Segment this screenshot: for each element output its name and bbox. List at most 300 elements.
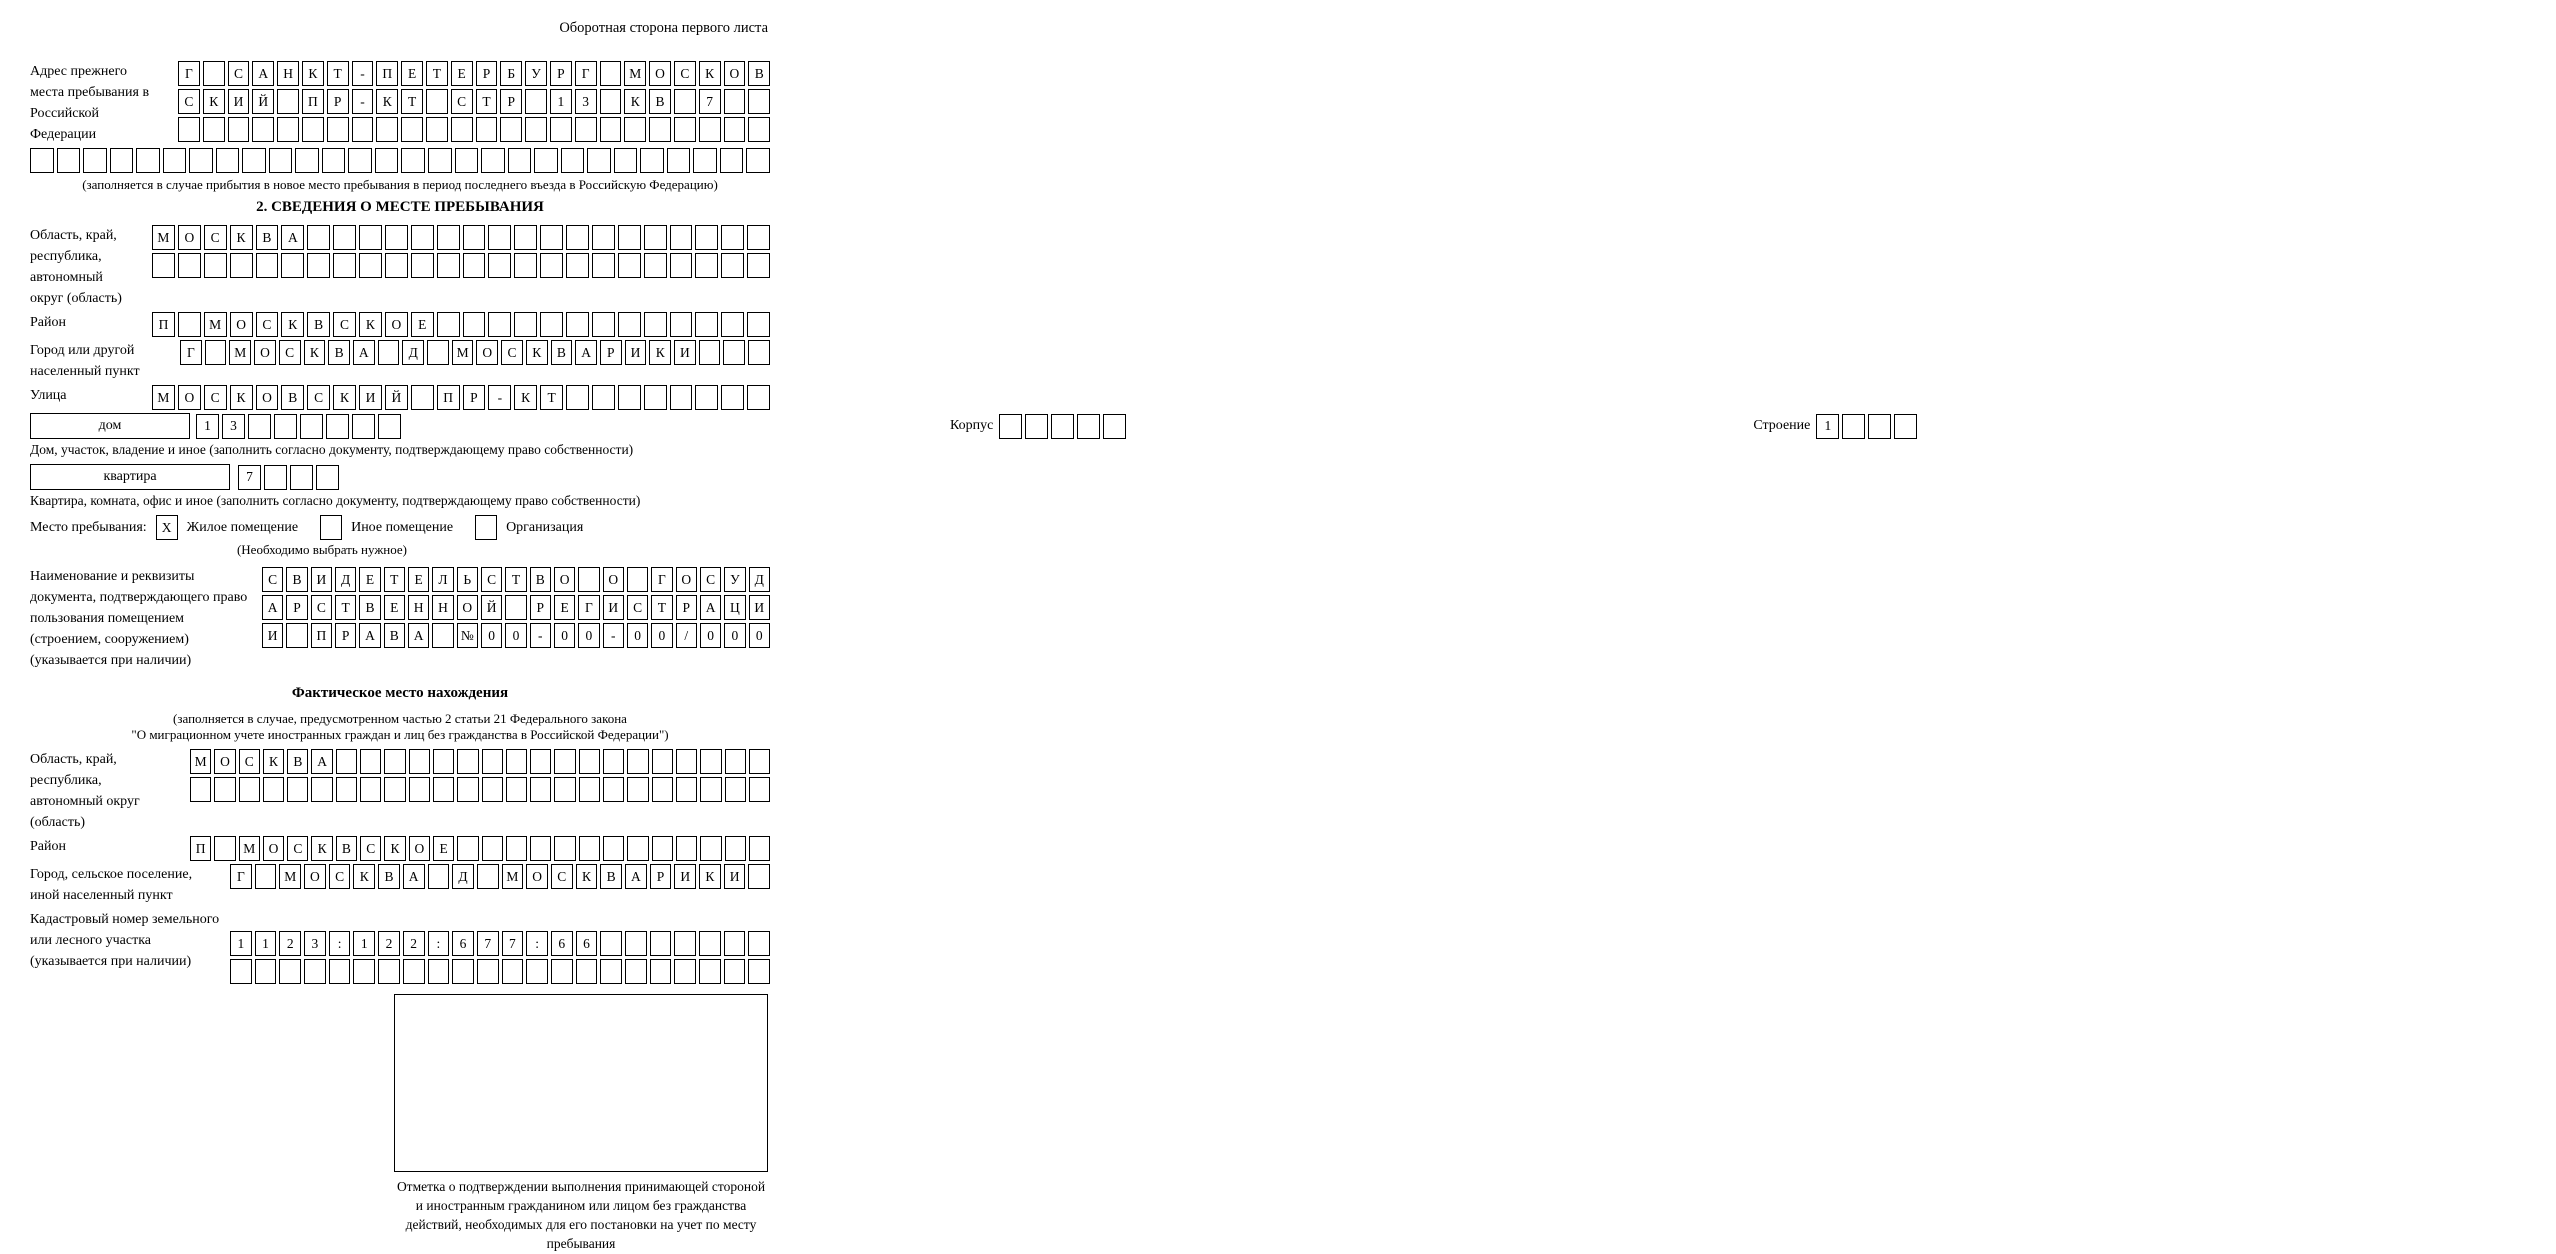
char-cell	[248, 414, 271, 439]
char-cell	[457, 749, 478, 774]
page-side-note: Оборотная сторона первого листа	[559, 20, 768, 36]
char-cell: Р	[463, 385, 486, 410]
char-cell: С	[674, 61, 696, 86]
char-cell: Н	[408, 595, 429, 620]
char-cell	[500, 117, 522, 142]
char-cell	[724, 89, 746, 114]
char-cell	[600, 89, 622, 114]
char-cell	[409, 777, 430, 802]
char-cell	[437, 253, 460, 278]
char-cell	[352, 117, 374, 142]
char-cell	[644, 225, 667, 250]
char-cell	[451, 117, 473, 142]
char-cell: Р	[327, 89, 349, 114]
char-cell	[263, 777, 284, 802]
char-cell	[575, 117, 597, 142]
char-cell	[566, 385, 589, 410]
street-label: Улица	[30, 388, 67, 403]
char-cell: 1	[550, 89, 572, 114]
char-cell: /	[676, 623, 697, 648]
char-cell: У	[724, 567, 745, 592]
char-cell	[699, 931, 721, 956]
char-cell	[203, 117, 225, 142]
char-row	[190, 749, 770, 774]
char-cell	[674, 931, 696, 956]
char-cell	[670, 312, 693, 337]
char-cell: Р	[550, 61, 572, 86]
char-cell: 0	[578, 623, 599, 648]
char-cell	[725, 836, 746, 861]
char-cell: Е	[408, 567, 429, 592]
char-cell: М	[190, 749, 211, 774]
char-cell: 3	[575, 89, 597, 114]
char-cell	[506, 836, 527, 861]
char-cell: Г	[651, 567, 672, 592]
char-row	[152, 253, 770, 278]
field-district	[30, 312, 770, 337]
char-cell	[488, 253, 511, 278]
char-cell: 7	[238, 465, 261, 490]
char-cell	[428, 864, 450, 889]
char-cell: :	[428, 931, 450, 956]
char-row	[180, 340, 770, 365]
char-cell	[1894, 414, 1917, 439]
field-street	[30, 385, 770, 410]
char-cell: К	[281, 312, 304, 337]
char-cell	[695, 225, 718, 250]
char-cell	[428, 148, 452, 173]
char-cell	[401, 148, 425, 173]
char-cell	[290, 465, 313, 490]
char-cell	[488, 225, 511, 250]
house-number-cells	[196, 414, 936, 439]
char-cell	[618, 312, 641, 337]
cadastral-number-label: Кадастровый номер земельного или лесного участка (указывается при наличии)	[30, 912, 220, 969]
char-cell	[477, 864, 499, 889]
char-cell: И	[359, 385, 382, 410]
char-cell	[530, 777, 551, 802]
char-cell	[359, 253, 382, 278]
char-cell: С	[333, 312, 356, 337]
checkbox-other-premises-label: Иное помещение	[351, 519, 454, 535]
char-cell	[618, 385, 641, 410]
char-cell: С	[501, 340, 523, 365]
char-cell: 0	[627, 623, 648, 648]
char-cell: К	[230, 225, 253, 250]
char-cell	[1025, 414, 1048, 439]
char-cell: :	[526, 931, 548, 956]
char-cell	[463, 253, 486, 278]
char-cell: 6	[551, 931, 573, 956]
char-cell: К	[624, 89, 646, 114]
char-cell: Ц	[724, 595, 745, 620]
char-cell	[230, 959, 252, 984]
char-cell: А	[408, 623, 429, 648]
char-cell	[603, 777, 624, 802]
char-row	[262, 595, 770, 620]
char-cell	[514, 253, 537, 278]
char-cell: А	[575, 340, 597, 365]
char-cell: С	[451, 89, 473, 114]
actual-location-title: Фактическое место нахождения	[291, 685, 509, 701]
char-cell: Г	[575, 61, 597, 86]
char-cell	[644, 312, 667, 337]
char-cell: -	[603, 623, 624, 648]
char-cell	[110, 148, 134, 173]
char-cell: 0	[651, 623, 672, 648]
char-cell	[506, 777, 527, 802]
char-cell	[190, 777, 211, 802]
char-cell: И	[311, 567, 332, 592]
char-cell: 0	[700, 623, 721, 648]
char-cell	[269, 148, 293, 173]
char-cell	[576, 959, 598, 984]
char-cell: О	[526, 864, 548, 889]
char-cell: Р	[530, 595, 551, 620]
char-row	[230, 864, 770, 889]
char-cell: О	[603, 567, 624, 592]
char-cell	[644, 385, 667, 410]
char-cell: А	[359, 623, 380, 648]
char-cell: О	[230, 312, 253, 337]
char-cell: 6	[452, 931, 474, 956]
char-cell: К	[333, 385, 356, 410]
char-cell	[477, 959, 499, 984]
char-cell: В	[384, 623, 405, 648]
char-cell	[695, 312, 718, 337]
char-cell: Д	[452, 864, 474, 889]
section2-title: 2. СВЕДЕНИЯ О МЕСТЕ ПРЕБЫВАНИЯ	[256, 199, 544, 215]
char-cell: -	[352, 89, 374, 114]
char-cell	[409, 749, 430, 774]
char-cell	[674, 117, 696, 142]
char-cell	[551, 959, 573, 984]
char-cell	[747, 253, 770, 278]
char-cell	[554, 836, 575, 861]
char-cell: А	[625, 864, 647, 889]
char-cell: А	[353, 340, 375, 365]
char-cell: В	[256, 225, 279, 250]
char-cell: С	[262, 567, 283, 592]
char-cell: Е	[451, 61, 473, 86]
char-cell	[652, 836, 673, 861]
char-cell	[676, 749, 697, 774]
char-cell: И	[724, 864, 746, 889]
char-cell: К	[230, 385, 253, 410]
char-cell: 0	[749, 623, 770, 648]
char-cell	[508, 148, 532, 173]
char-cell	[304, 959, 326, 984]
char-row	[230, 931, 770, 956]
char-cell: -	[488, 385, 511, 410]
char-cell	[1077, 414, 1100, 439]
char-cell	[300, 414, 323, 439]
actual-district-label: Район	[30, 839, 66, 854]
char-cell	[667, 148, 691, 173]
char-cell	[592, 253, 615, 278]
char-cell: О	[385, 312, 408, 337]
char-cell	[452, 959, 474, 984]
char-cell: Е	[411, 312, 434, 337]
char-cell: Т	[335, 595, 356, 620]
char-cell: 1	[196, 414, 219, 439]
char-cell	[152, 253, 175, 278]
char-cell	[540, 312, 563, 337]
char-cell: К	[384, 836, 405, 861]
char-cell	[670, 253, 693, 278]
char-cell: О	[476, 340, 498, 365]
char-cell	[561, 148, 585, 173]
char-cell	[693, 148, 717, 173]
char-cell	[749, 777, 770, 802]
char-cell	[214, 836, 235, 861]
previous-address-label: Адрес прежнего места пребывания в Российской Федерации	[30, 64, 150, 142]
char-cell	[403, 959, 425, 984]
char-cell: В	[530, 567, 551, 592]
stay-place-label: Место пребывания:	[30, 519, 147, 535]
char-cell	[252, 117, 274, 142]
char-cell: В	[600, 864, 622, 889]
char-cell: Т	[651, 595, 672, 620]
char-cell: В	[286, 567, 307, 592]
char-cell: №	[457, 623, 478, 648]
char-cell	[327, 117, 349, 142]
district-label: Район	[30, 315, 66, 330]
char-cell	[747, 312, 770, 337]
char-cell: Т	[401, 89, 423, 114]
char-cell	[378, 340, 400, 365]
char-cell	[178, 253, 201, 278]
char-cell	[505, 595, 526, 620]
char-cell	[457, 777, 478, 802]
char-cell	[385, 225, 408, 250]
char-cell: К	[514, 385, 537, 410]
char-cell	[376, 117, 398, 142]
house-row	[30, 413, 1832, 439]
char-cell	[353, 959, 375, 984]
char-cell	[360, 777, 381, 802]
char-cell	[592, 312, 615, 337]
char-cell	[721, 225, 744, 250]
char-cell: 0	[481, 623, 502, 648]
char-cell: Е	[401, 61, 423, 86]
char-cell: Ь	[457, 567, 478, 592]
char-cell	[746, 148, 770, 173]
previous-address-rows	[178, 61, 770, 142]
char-cell	[277, 117, 299, 142]
char-cell	[600, 117, 622, 142]
char-cell	[336, 777, 357, 802]
char-cell	[603, 836, 624, 861]
char-cell: 1	[255, 931, 277, 956]
char-cell: Н	[432, 595, 453, 620]
char-cell	[566, 225, 589, 250]
char-cell	[242, 148, 266, 173]
char-cell: И	[228, 89, 250, 114]
region-rows	[152, 225, 770, 278]
char-cell: С	[279, 340, 301, 365]
char-cell: Й	[252, 89, 274, 114]
stroenie-cells	[1816, 414, 2556, 439]
char-cell: К	[353, 864, 375, 889]
char-cell: О	[256, 385, 279, 410]
char-cell: А	[403, 864, 425, 889]
house-box-label: дом	[30, 413, 190, 439]
char-cell: О	[304, 864, 326, 889]
char-cell	[205, 340, 227, 365]
char-cell: Д	[749, 567, 770, 592]
korpus-cells	[999, 414, 1739, 439]
char-cell	[482, 749, 503, 774]
char-cell: Е	[359, 567, 380, 592]
char-cell	[748, 864, 770, 889]
char-cell	[724, 959, 746, 984]
char-cell	[627, 749, 648, 774]
char-cell: 3	[222, 414, 245, 439]
char-cell: Г	[578, 595, 599, 620]
char-cell	[457, 836, 478, 861]
char-cell: Т	[327, 61, 349, 86]
char-cell	[676, 836, 697, 861]
char-cell: И	[625, 340, 647, 365]
char-cell: М	[204, 312, 227, 337]
char-cell: А	[311, 749, 332, 774]
char-cell	[749, 836, 770, 861]
char-cell: В	[287, 749, 308, 774]
char-cell	[255, 864, 277, 889]
char-cell	[255, 959, 277, 984]
char-cell: В	[551, 340, 573, 365]
char-row	[178, 89, 770, 114]
char-cell	[652, 777, 673, 802]
stay-place-note: (Необходимо выбрать нужное)	[236, 542, 408, 557]
char-cell	[550, 117, 572, 142]
char-cell	[427, 340, 449, 365]
char-cell	[652, 749, 673, 774]
char-cell	[720, 148, 744, 173]
char-row-full-width	[30, 148, 770, 173]
char-cell	[625, 931, 647, 956]
char-cell: С	[360, 836, 381, 861]
field-cadastral-number	[30, 909, 770, 984]
char-cell	[627, 836, 648, 861]
region-label: Область, край, республика, автономный округ (область)	[30, 228, 122, 306]
char-cell	[674, 959, 696, 984]
char-cell	[700, 777, 721, 802]
char-cell	[375, 148, 399, 173]
char-cell: И	[674, 864, 696, 889]
field-ownership-document	[30, 566, 770, 671]
char-cell	[650, 959, 672, 984]
char-cell	[587, 148, 611, 173]
char-cell	[1103, 414, 1126, 439]
char-cell	[699, 117, 721, 142]
char-cell	[411, 385, 434, 410]
char-cell: М	[502, 864, 524, 889]
char-cell: В	[281, 385, 304, 410]
char-cell: М	[239, 836, 260, 861]
char-cell	[749, 749, 770, 774]
char-cell	[566, 253, 589, 278]
stay-place-row	[30, 515, 770, 540]
char-cell	[625, 959, 647, 984]
char-cell	[644, 253, 667, 278]
char-cell	[488, 312, 511, 337]
char-cell	[230, 253, 253, 278]
char-cell: Р	[600, 340, 622, 365]
char-cell: Т	[426, 61, 448, 86]
char-cell	[724, 931, 746, 956]
char-cell: Б	[500, 61, 522, 86]
checkbox-other-premises	[320, 515, 342, 540]
char-cell: К	[649, 340, 671, 365]
char-cell	[700, 836, 721, 861]
char-cell: К	[699, 864, 721, 889]
char-cell: С	[228, 61, 250, 86]
checkbox-organization-label: Организация	[506, 519, 584, 535]
char-cell	[700, 749, 721, 774]
apartment-caption: Квартира, комната, офис и иное (заполнить согласно документу, подтверждающему право собственности)	[30, 493, 641, 508]
char-cell: С	[311, 595, 332, 620]
char-cell	[178, 117, 200, 142]
checkbox-organization	[475, 515, 497, 540]
char-cell	[476, 117, 498, 142]
actual-city-label: Город, сельское поселение, иной населенный пункт	[30, 867, 193, 903]
char-cell	[326, 414, 349, 439]
char-cell	[618, 253, 641, 278]
char-cell: Й	[481, 595, 502, 620]
char-cell	[502, 959, 524, 984]
char-cell	[481, 148, 505, 173]
stamp-area	[394, 994, 770, 1254]
char-cell	[506, 749, 527, 774]
char-cell	[329, 959, 351, 984]
char-cell	[455, 148, 479, 173]
char-row	[152, 225, 770, 250]
char-cell	[432, 623, 453, 648]
char-cell	[178, 312, 201, 337]
char-cell: С	[239, 749, 260, 774]
char-cell: П	[190, 836, 211, 861]
char-cell	[624, 117, 646, 142]
char-cell	[618, 225, 641, 250]
char-cell	[676, 777, 697, 802]
char-cell: П	[437, 385, 460, 410]
char-cell	[748, 340, 770, 365]
char-cell	[699, 340, 721, 365]
char-cell: М	[152, 385, 175, 410]
char-row	[190, 777, 770, 802]
char-cell	[592, 385, 615, 410]
char-cell: К	[263, 749, 284, 774]
char-cell: Е	[433, 836, 454, 861]
char-cell: Т	[384, 567, 405, 592]
char-cell	[437, 225, 460, 250]
char-cell: О	[649, 61, 671, 86]
char-cell	[264, 465, 287, 490]
char-cell	[725, 777, 746, 802]
char-cell	[627, 567, 648, 592]
char-cell: С	[204, 225, 227, 250]
char-cell: В	[328, 340, 350, 365]
char-cell	[999, 414, 1022, 439]
char-cell	[554, 749, 575, 774]
char-cell: Р	[335, 623, 356, 648]
field-city	[30, 340, 770, 382]
char-cell	[57, 148, 81, 173]
char-cell	[540, 253, 563, 278]
char-cell	[592, 225, 615, 250]
